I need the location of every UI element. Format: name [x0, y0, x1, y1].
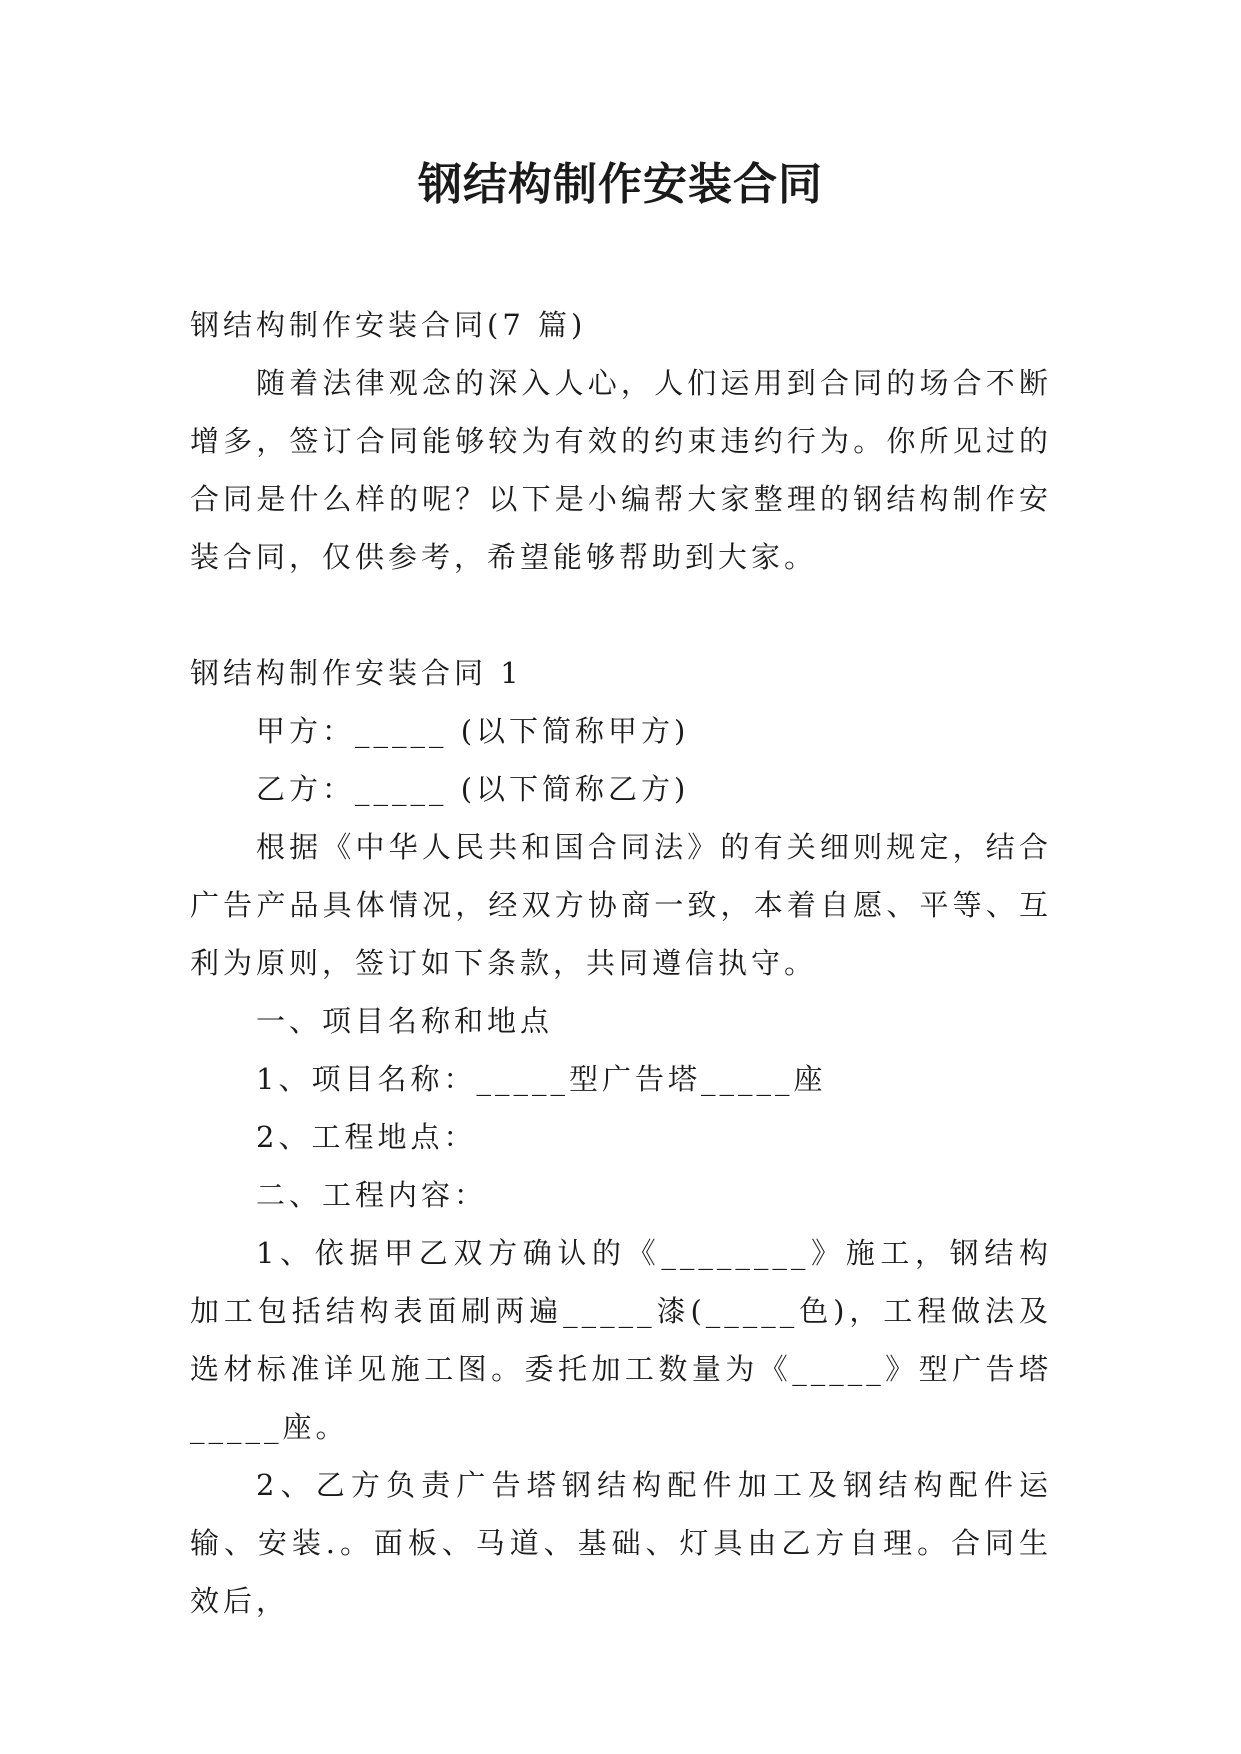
clause-content-2: 2、乙方负责广告塔钢结构配件加工及钢结构配件运输、安装.。面板、马道、基础、灯具由乙方自理。合同生效后， — [190, 1468, 1052, 1618]
clause-heading-content: 二、工程内容： — [256, 1178, 488, 1212]
document-subtitle: 钢结构制作安装合同(7 篇) — [190, 308, 587, 342]
document-body — [190, 296, 1052, 1630]
section-heading-contract-1: 钢结构制作安装合同 1 — [190, 656, 523, 690]
clause-heading-project: 一、项目名称和地点 — [256, 1004, 554, 1038]
clause-project-location: 2、工程地点： — [256, 1120, 477, 1154]
intro-paragraph: 随着法律观念的深入人心，人们运用到合同的场合不断增多，签订合同能够较为有效的约束违约行为。你所见过的合同是什么样的呢？以下是小编帮大家整理的钢结构制作安装合同，仅供参考，希望能够帮助到大家。 — [190, 366, 1052, 574]
clause-content-1: 1、依据甲乙双方确认的《________》施工，钢结构加工包括结构表面刷两遍_____漆(_____色)，工程做法及选材标准详见施工图。委托加工数量为《_____》型广告塔_____座。 — [190, 1236, 1052, 1444]
party-b-line: 乙方：_____ (以下简称乙方) — [256, 772, 690, 806]
clause-project-name: 1、项目名称：_____型广告塔_____座 — [256, 1062, 827, 1096]
party-a-line: 甲方：_____ (以下简称甲方) — [256, 714, 690, 748]
basis-paragraph: 根据《中华人民共和国合同法》的有关细则规定，结合广告产品具体情况，经双方协商一致，本着自愿、平等、互利为原则，签订如下条款，共同遵信执守。 — [190, 830, 1052, 980]
document-title: 钢结构制作安装合同 — [418, 159, 823, 210]
